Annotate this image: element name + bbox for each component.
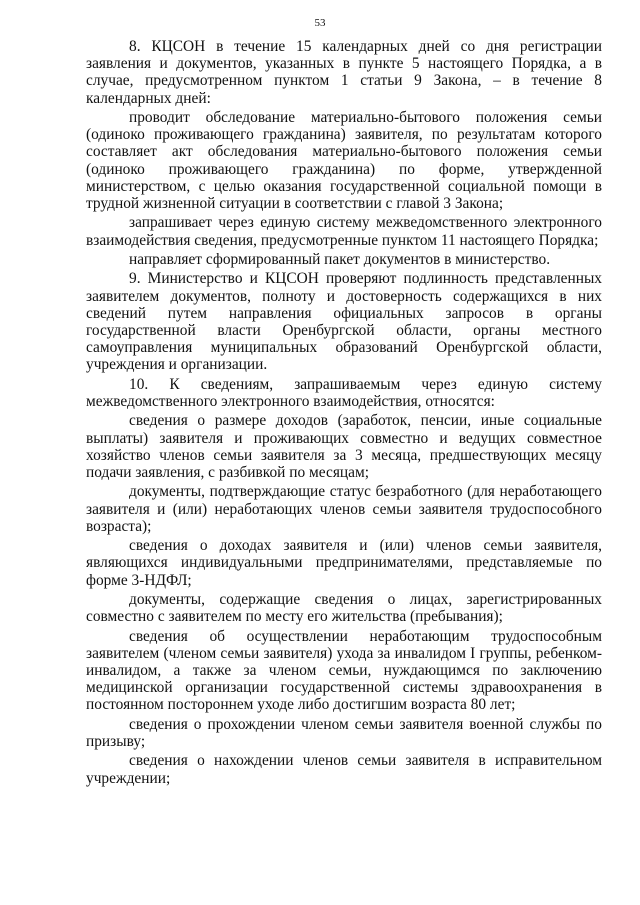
paragraph-request: запрашивает через единую систему межведомственного электронного взаимодействия сведения, предусмотренные пунктом 11 настоящего Порядка; (86, 214, 602, 249)
paragraph-military: сведения о прохождении членом семьи заявителя военной службы по призыву; (86, 715, 602, 750)
paragraph-item-10: 10. К сведениям, запрашиваемым через единую систему межведомственного электронного взаимодействия, относятся: (86, 375, 602, 410)
paragraph-income: сведения о размере доходов (заработок, пенсии, иные социальные выплаты) заявителя и проживающих совместно и ведущих совместное хозяйство членов семьи заявителя за 3 месяца, предшествующих месяцу подачи заявления, с разбивкой по месяцам; (86, 412, 602, 481)
paragraph-unemployed: документы, подтверждающие статус безработного (для неработающего заявителя и (или) неработающих членов семьи заявителя трудоспособного возраста); (86, 483, 602, 535)
paragraph-send: направляет сформированный пакет документов в министерство. (129, 251, 551, 268)
paragraph-item-8: 8. КЦСОН в течение 15 календарных дней со дня регистрации заявления и документов, указанных в пункте 5 настоящего Порядка, а в случае, предусмотренном пунктом 1 статьи 9 Закона, – в течение 8 календарных дней: (86, 38, 602, 107)
paragraph-care: сведения об осуществлении неработающим трудоспособным заявителем (членом семьи заявителя) ухода за инвалидом I группы, ребенком-инвалидом, а также за членом семьи, нуждающимся по заключению медицинской организации государственной системы здравоохранения в постоянном постороннем уходе либо достигшим возраста 80 лет; (86, 627, 602, 714)
paragraph-entrepreneur: сведения о доходах заявителя и (или) членов семьи заявителя, являющихся индивидуальными предпринимателями, представляемые по форме 3-НДФЛ; (86, 537, 602, 589)
paragraph-item-9: 9. Министерство и КЦСОН проверяют подлинность представленных заявителем документов, полноту и достоверность содержащихся в них сведений путем направления официальных запросов в органы государственной власти Оренбургской области, органы местного самоуправления муниципальных образований Оренбургской области, учреждения и организации. (86, 270, 602, 374)
paragraph-registered: документы, содержащие сведения о лицах, зарегистрированных совместно с заявителем по месту его жительства (пребывания); (86, 590, 602, 626)
paragraph-survey: проводит обследование материально-бытового положения семьи (одиноко проживающего гражданина) заявителя, по результатам которого составляет акт обследования материально-бытового положения семьи (одиноко проживающего гражданина) по форме, утвержденной министерством, с целью оказания государственной социальной помощи в трудной жизненной ситуации в соответствии с главой 3 Закона; (86, 109, 602, 213)
paragraph-correctional: сведения о нахождении членов семьи заявителя в исправительном учреждении; (86, 752, 602, 787)
document-body (86, 38, 602, 789)
page-number: 53 (314, 17, 326, 29)
